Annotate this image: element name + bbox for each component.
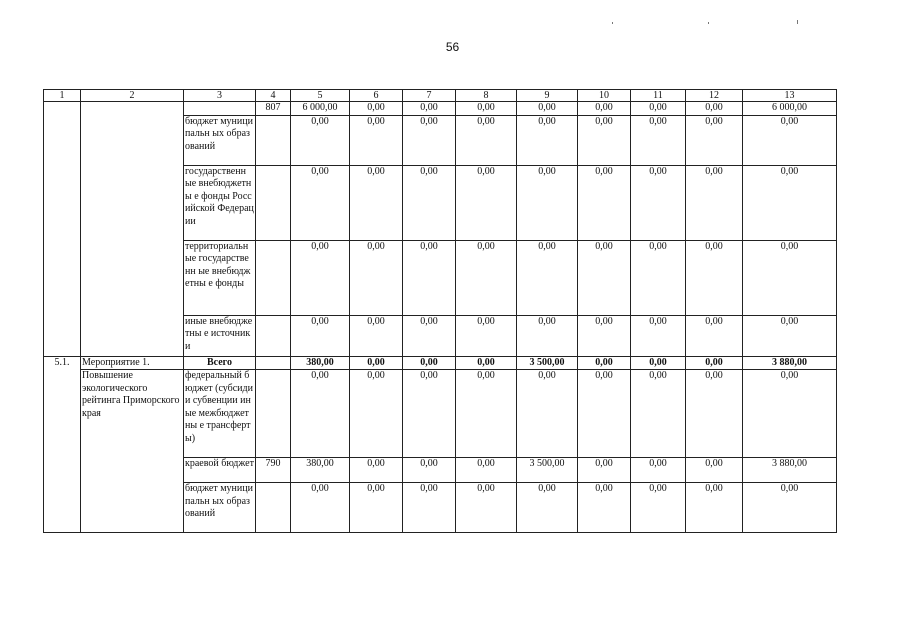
code-cell: 807 bbox=[256, 102, 291, 116]
value-cell: 3 880,00 bbox=[743, 458, 837, 483]
source-cell: территориальн ые государственн ые внебюджетны е фонды bbox=[184, 240, 256, 315]
code-cell bbox=[256, 356, 291, 370]
value-cell: 0,00 bbox=[686, 102, 743, 116]
col-header: 7 bbox=[403, 90, 456, 102]
col-header: 12 bbox=[686, 90, 743, 102]
index-cell bbox=[44, 102, 81, 357]
total-row bbox=[44, 356, 837, 370]
value-cell: 0,00 bbox=[631, 483, 686, 533]
measure-cell: Мероприятие 1. bbox=[81, 356, 184, 370]
value-cell: 0,00 bbox=[291, 115, 350, 165]
index-cell: 5.1. bbox=[44, 356, 81, 533]
value-cell: 0,00 bbox=[456, 315, 517, 356]
value-cell: 0,00 bbox=[743, 240, 837, 315]
value-cell: 0,00 bbox=[686, 240, 743, 315]
page-number: 56 bbox=[445, 40, 460, 54]
table-row bbox=[44, 102, 837, 116]
value-cell: 0,00 bbox=[517, 240, 578, 315]
value-cell: 0,00 bbox=[291, 240, 350, 315]
value-cell: 0,00 bbox=[350, 458, 403, 483]
value-cell: 0,00 bbox=[517, 115, 578, 165]
value-cell: 0,00 bbox=[631, 240, 686, 315]
value-cell: 0,00 bbox=[403, 115, 456, 165]
value-cell: 0,00 bbox=[456, 483, 517, 533]
value-cell: 0,00 bbox=[456, 115, 517, 165]
value-cell: 0,00 bbox=[403, 483, 456, 533]
source-cell: иные внебюджетны е источники bbox=[184, 315, 256, 356]
value-cell: 0,00 bbox=[403, 102, 456, 116]
value-cell: 0,00 bbox=[291, 483, 350, 533]
value-cell: 0,00 bbox=[686, 115, 743, 165]
col-header: 13 bbox=[743, 90, 837, 102]
col-header: 6 bbox=[350, 90, 403, 102]
value-cell: 0,00 bbox=[517, 370, 578, 458]
value-cell: 0,00 bbox=[686, 483, 743, 533]
value-cell: 0,00 bbox=[686, 458, 743, 483]
value-cell: 0,00 bbox=[456, 102, 517, 116]
value-cell: 0,00 bbox=[403, 165, 456, 240]
value-cell: 0,00 bbox=[403, 370, 456, 458]
source-cell bbox=[184, 102, 256, 116]
value-cell: 0,00 bbox=[291, 370, 350, 458]
value-cell: 3 500,00 bbox=[517, 458, 578, 483]
col-header: 2 bbox=[81, 90, 184, 102]
col-header: 4 bbox=[256, 90, 291, 102]
code-cell bbox=[256, 115, 291, 165]
col-header: 1 bbox=[44, 90, 81, 102]
value-cell: 0,00 bbox=[631, 102, 686, 116]
value-cell: 0,00 bbox=[686, 356, 743, 370]
value-cell: 0,00 bbox=[578, 315, 631, 356]
value-cell: 0,00 bbox=[631, 370, 686, 458]
value-cell: 380,00 bbox=[291, 458, 350, 483]
col-header: 8 bbox=[456, 90, 517, 102]
code-cell bbox=[256, 315, 291, 356]
code-cell bbox=[256, 240, 291, 315]
source-cell: государственн ые внебюджетны е фонды Российской Федерации bbox=[184, 165, 256, 240]
value-cell: 0,00 bbox=[403, 458, 456, 483]
table-row bbox=[44, 370, 837, 458]
value-cell: 0,00 bbox=[578, 370, 631, 458]
value-cell: 0,00 bbox=[578, 240, 631, 315]
col-header: 11 bbox=[631, 90, 686, 102]
value-cell: 0,00 bbox=[291, 165, 350, 240]
value-cell: 0,00 bbox=[403, 356, 456, 370]
value-cell: 0,00 bbox=[578, 356, 631, 370]
value-cell: 0,00 bbox=[456, 165, 517, 240]
value-cell: 0,00 bbox=[578, 102, 631, 116]
value-cell: 0,00 bbox=[350, 115, 403, 165]
value-cell: 0,00 bbox=[350, 240, 403, 315]
value-cell: 0,00 bbox=[291, 315, 350, 356]
value-cell: 380,00 bbox=[291, 356, 350, 370]
value-cell: 0,00 bbox=[743, 315, 837, 356]
source-cell: бюджет муниципальн ых образований bbox=[184, 483, 256, 533]
value-cell: 3 880,00 bbox=[743, 356, 837, 370]
value-cell: 0,00 bbox=[403, 315, 456, 356]
value-cell: 0,00 bbox=[631, 315, 686, 356]
value-cell: 0,00 bbox=[517, 483, 578, 533]
value-cell: 0,00 bbox=[456, 240, 517, 315]
value-cell: 0,00 bbox=[686, 315, 743, 356]
value-cell: 0,00 bbox=[686, 165, 743, 240]
value-cell: 0,00 bbox=[517, 315, 578, 356]
value-cell: 0,00 bbox=[350, 370, 403, 458]
value-cell: 0,00 bbox=[350, 483, 403, 533]
value-cell: 6 000,00 bbox=[291, 102, 350, 116]
value-cell: 0,00 bbox=[350, 165, 403, 240]
code-cell: 790 bbox=[256, 458, 291, 483]
value-cell: 0,00 bbox=[403, 240, 456, 315]
value-cell: 0,00 bbox=[743, 483, 837, 533]
value-cell: 0,00 bbox=[350, 356, 403, 370]
col-header: 5 bbox=[291, 90, 350, 102]
value-cell: 0,00 bbox=[456, 370, 517, 458]
col-header: 9 bbox=[517, 90, 578, 102]
value-cell: 0,00 bbox=[743, 165, 837, 240]
value-cell: 0,00 bbox=[578, 458, 631, 483]
code-cell bbox=[256, 483, 291, 533]
value-cell: 3 500,00 bbox=[517, 356, 578, 370]
value-cell: 0,00 bbox=[456, 356, 517, 370]
value-cell: 0,00 bbox=[686, 370, 743, 458]
value-cell: 0,00 bbox=[350, 315, 403, 356]
value-cell: 0,00 bbox=[456, 458, 517, 483]
header-row bbox=[44, 90, 837, 102]
col-header: 3 bbox=[184, 90, 256, 102]
source-cell: федеральный бюджет (субсидии субвенции иные межбюджетны е трансферты) bbox=[184, 370, 256, 458]
value-cell: 0,00 bbox=[743, 370, 837, 458]
value-cell: 0,00 bbox=[631, 458, 686, 483]
measure-description: Повышение экологического рейтинга Приморского края bbox=[81, 370, 184, 533]
code-cell bbox=[256, 165, 291, 240]
value-cell: 0,00 bbox=[578, 483, 631, 533]
value-cell: 0,00 bbox=[578, 165, 631, 240]
code-cell bbox=[256, 370, 291, 458]
value-cell: 0,00 bbox=[350, 102, 403, 116]
col-header: 10 bbox=[578, 90, 631, 102]
value-cell: 0,00 bbox=[631, 356, 686, 370]
value-cell: 0,00 bbox=[631, 165, 686, 240]
source-cell: краевой бюджет bbox=[184, 458, 256, 483]
value-cell: 0,00 bbox=[578, 115, 631, 165]
value-cell: 0,00 bbox=[743, 115, 837, 165]
value-cell: 0,00 bbox=[517, 165, 578, 240]
budget-table bbox=[43, 89, 837, 533]
value-cell: 6 000,00 bbox=[743, 102, 837, 116]
value-cell: 0,00 bbox=[631, 115, 686, 165]
value-cell: 0,00 bbox=[517, 102, 578, 116]
measure-cell bbox=[81, 102, 184, 357]
source-cell: бюджет муниципальн ых образований bbox=[184, 115, 256, 165]
total-label: Всего bbox=[184, 356, 256, 370]
